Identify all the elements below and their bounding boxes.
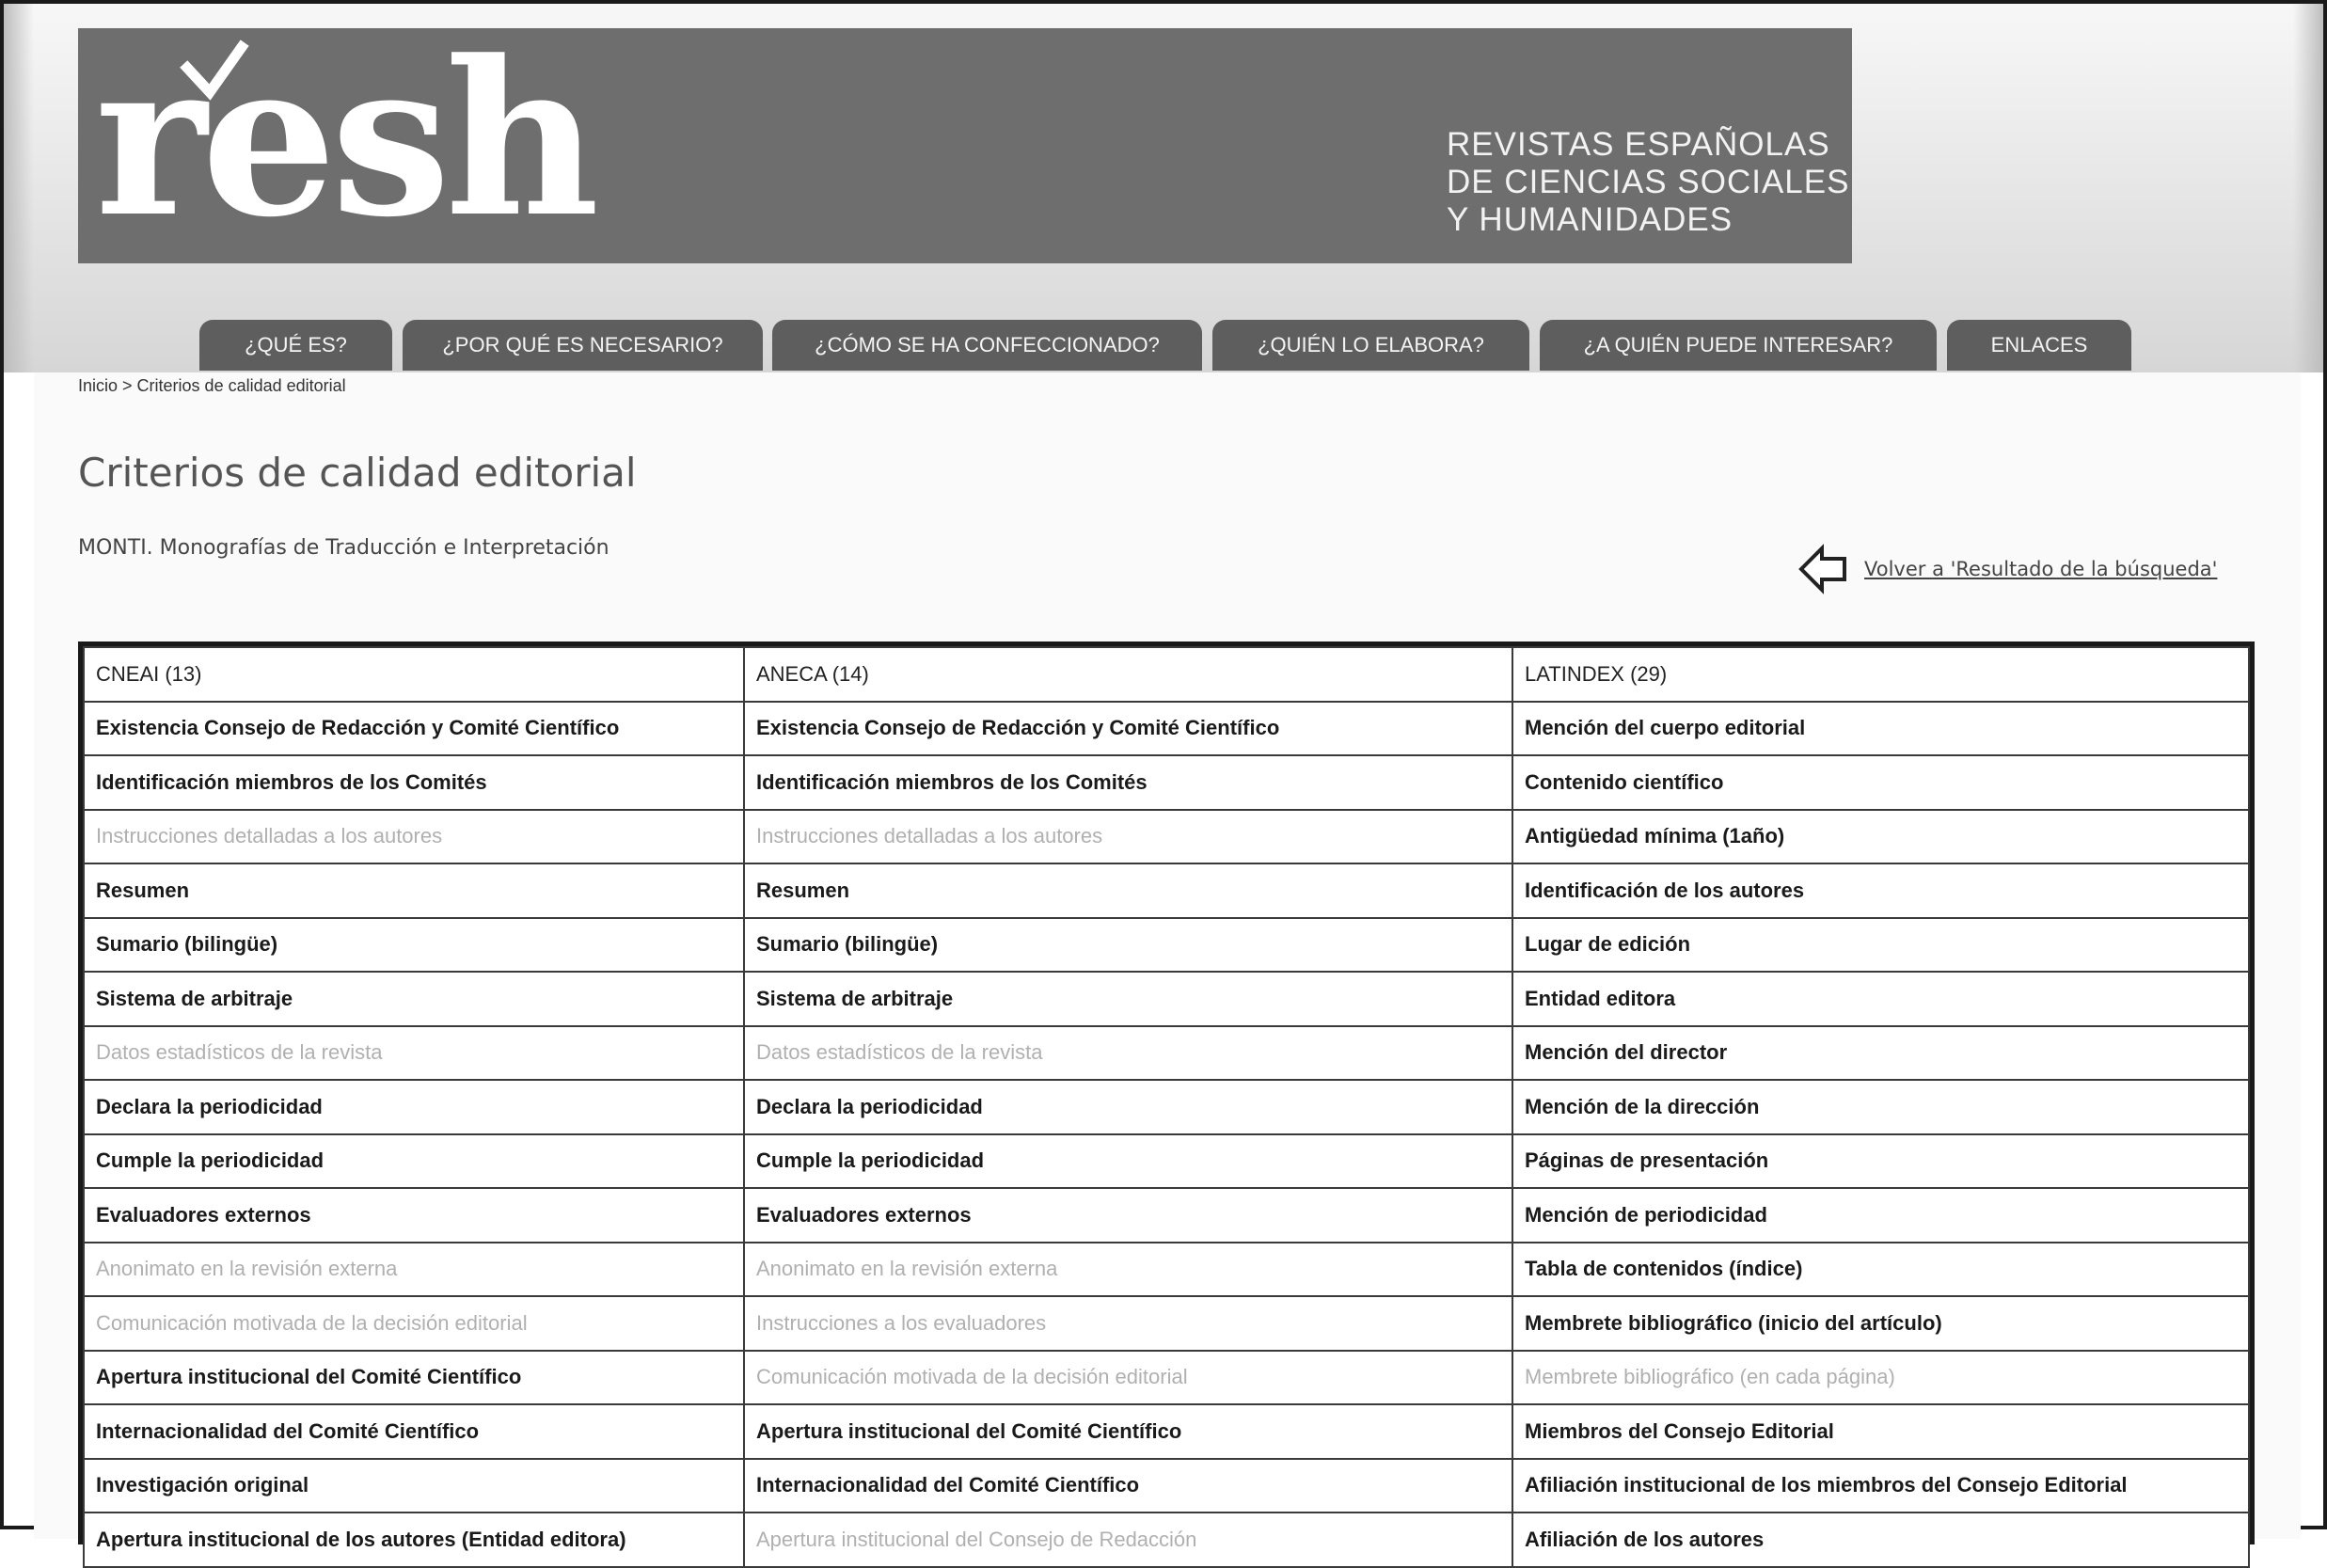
criterion-cell: Anonimato en la revisión externa	[84, 1243, 744, 1297]
criterion-cell: Sumario (bilingüe)	[84, 918, 744, 973]
criterion-cell: Datos estadísticos de la revista	[744, 1026, 1512, 1081]
table-row	[84, 1134, 2249, 1189]
criterion-cell: Cumple la periodicidad	[84, 1134, 744, 1189]
criterion-cell: Declara la periodicidad	[84, 1080, 744, 1134]
nav-a-quien-puede-interesar[interactable]: ¿A QUIÉN PUEDE INTERESAR?	[1540, 320, 1937, 371]
table-row	[84, 702, 2249, 756]
column-header: CNEAI (13)	[84, 647, 744, 702]
nav-quien-lo-elabora[interactable]: ¿QUIÉN LO ELABORA?	[1212, 320, 1529, 371]
criterion-cell: Sumario (bilingüe)	[744, 918, 1512, 973]
table-row	[84, 755, 2249, 810]
table-row	[84, 863, 2249, 918]
criterion-cell: Existencia Consejo de Redacción y Comité Científico	[84, 702, 744, 756]
page-title: Criterios de calidad editorial	[78, 450, 637, 496]
criterion-cell: Datos estadísticos de la revista	[84, 1026, 744, 1081]
table-header-row	[84, 647, 2249, 702]
breadcrumb-home-link[interactable]: Inicio	[78, 376, 119, 395]
criterion-cell: Existencia Consejo de Redacción y Comité Científico	[744, 702, 1512, 756]
criterion-cell: Entidad editora	[1512, 972, 2249, 1026]
table-row	[84, 918, 2249, 973]
criterion-cell: Instrucciones a los evaluadores	[744, 1296, 1512, 1351]
criterion-cell: Identificación miembros de los Comités	[744, 755, 1512, 810]
table-row	[84, 1404, 2249, 1459]
criterion-cell: Mención de la dirección	[1512, 1080, 2249, 1134]
breadcrumb-separator: >	[118, 376, 137, 395]
back-link[interactable]: Volver a 'Resultado de la búsqueda'	[1864, 558, 2218, 580]
nav-como-se-ha-confeccionado[interactable]: ¿CÓMO SE HA CONFECCIONADO?	[772, 320, 1202, 371]
criterion-cell: Mención de periodicidad	[1512, 1188, 2249, 1243]
criterion-cell: Internacionalidad del Comité Científico	[744, 1459, 1512, 1513]
criterion-cell: Miembros del Consejo Editorial	[1512, 1404, 2249, 1459]
table-row	[84, 1459, 2249, 1513]
nav-enlaces[interactable]: ENLACES	[1947, 320, 2131, 371]
column-header: LATINDEX (29)	[1512, 647, 2249, 702]
back-to-results[interactable]	[1798, 544, 2269, 594]
site-banner	[78, 15, 1852, 264]
logo-text: resh	[95, 15, 594, 264]
criterion-cell: Identificación de los autores	[1512, 863, 2249, 918]
criterion-cell: Antigüedad mínima (1año)	[1512, 810, 2249, 864]
column-header: ANECA (14)	[744, 647, 1512, 702]
tagline-line: DE CIENCIAS SOCIALES	[1447, 164, 1850, 200]
right-shadow	[2293, 4, 2323, 372]
criterion-cell: Internacionalidad del Comité Científico	[84, 1404, 744, 1459]
criterion-cell: Apertura institucional de los autores (Entidad editora)	[84, 1513, 744, 1567]
criteria-table	[78, 641, 2255, 1551]
criterion-cell: Apertura institucional del Consejo de Redacción	[744, 1513, 1512, 1567]
criterion-cell: Sistema de arbitraje	[84, 972, 744, 1026]
criterion-cell: Apertura institucional del Comité Científico	[84, 1351, 744, 1405]
criterion-cell: Instrucciones detalladas a los autores	[744, 810, 1512, 864]
table-row	[84, 810, 2249, 864]
breadcrumb	[78, 376, 346, 396]
criterion-cell: Tabla de contenidos (índice)	[1512, 1243, 2249, 1297]
criterion-cell: Evaluadores externos	[744, 1188, 1512, 1243]
site-logo[interactable]	[95, 15, 594, 264]
criterion-cell: Resumen	[744, 863, 1512, 918]
criterion-cell: Evaluadores externos	[84, 1188, 744, 1243]
criterion-cell: Instrucciones detalladas a los autores	[84, 810, 744, 864]
table-row	[84, 1351, 2249, 1405]
criterion-cell: Lugar de edición	[1512, 918, 2249, 973]
criterion-cell: Cumple la periodicidad	[744, 1134, 1512, 1189]
criterion-cell: Identificación miembros de los Comités	[84, 755, 744, 810]
criterion-cell: Membrete bibliográfico (inicio del artículo)	[1512, 1296, 2249, 1351]
nav-que-es[interactable]: ¿QUÉ ES?	[199, 320, 392, 371]
criterion-cell: Membrete bibliográfico (en cada página)	[1512, 1351, 2249, 1405]
table-row	[84, 1243, 2249, 1297]
journal-name: MONTI. Monografías de Traducción e Interpretación	[78, 536, 609, 560]
table-row	[84, 1080, 2249, 1134]
nav-por-que-es-necesario[interactable]: ¿POR QUÉ ES NECESARIO?	[403, 320, 763, 371]
logo-check-icon	[182, 43, 247, 109]
left-shadow	[4, 4, 34, 372]
criterion-cell: Afiliación institucional de los miembros del Consejo Editorial	[1512, 1459, 2249, 1513]
table-row	[84, 1026, 2249, 1081]
criterion-cell: Declara la periodicidad	[744, 1080, 1512, 1134]
table-row	[84, 1513, 2249, 1567]
breadcrumb-current: Criterios de calidad editorial	[136, 376, 346, 395]
back-arrow-icon	[1798, 546, 1847, 593]
criterion-cell: Páginas de presentación	[1512, 1134, 2249, 1189]
criterion-cell: Mención del director	[1512, 1026, 2249, 1081]
criterion-cell: Comunicación motivada de la decisión editorial	[84, 1296, 744, 1351]
criterion-cell: Afiliación de los autores	[1512, 1513, 2249, 1567]
site-tagline	[1447, 126, 1849, 239]
criterion-cell: Investigación original	[84, 1459, 744, 1513]
criterion-cell: Sistema de arbitraje	[744, 972, 1512, 1026]
criterion-cell: Anonimato en la revisión externa	[744, 1243, 1512, 1297]
criterion-cell: Mención del cuerpo editorial	[1512, 702, 2249, 756]
table-row	[84, 1296, 2249, 1351]
criterion-cell: Apertura institucional del Comité Científico	[744, 1404, 1512, 1459]
tagline-line: REVISTAS ESPAÑOLAS	[1447, 126, 1830, 163]
table-row	[84, 972, 2249, 1026]
criterion-cell: Comunicación motivada de la decisión editorial	[744, 1351, 1512, 1405]
table-row	[84, 1188, 2249, 1243]
tagline-line: Y HUMANIDADES	[1447, 201, 1733, 238]
criterion-cell: Contenido científico	[1512, 755, 2249, 810]
criterion-cell: Resumen	[84, 863, 744, 918]
